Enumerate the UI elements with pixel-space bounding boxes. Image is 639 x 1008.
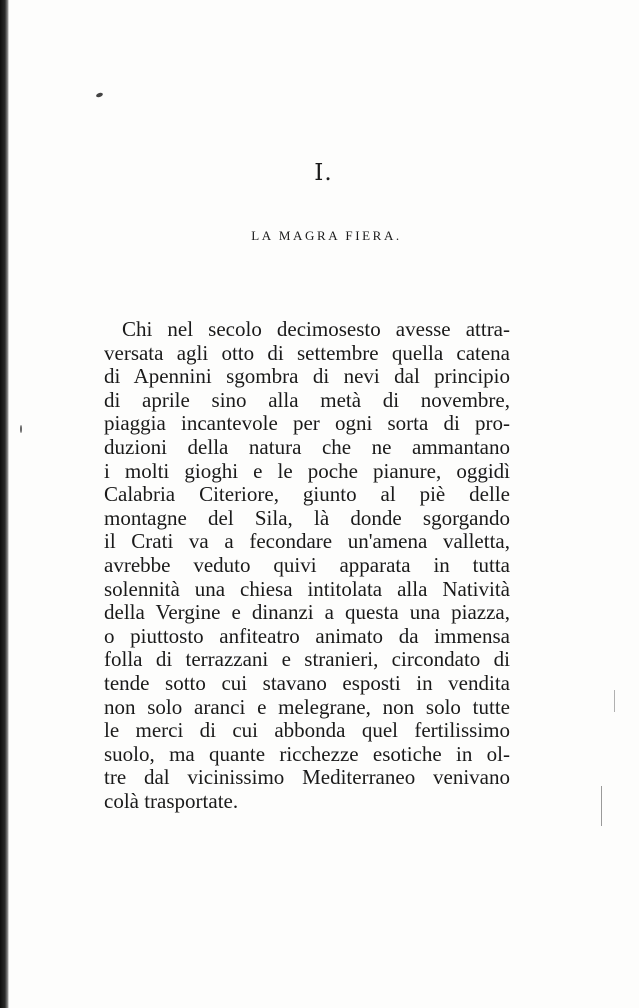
scan-line bbox=[601, 786, 602, 826]
chapter-number: I. bbox=[314, 160, 333, 186]
text-line: non solo aranci e melegrane, non solo tutte bbox=[104, 694, 510, 719]
text-line: colà trasportate. bbox=[104, 788, 239, 813]
text-line: montagne del Sila, là donde sgorgando bbox=[104, 505, 510, 530]
text-line: i molti gioghi e le poche pianure, oggidì bbox=[104, 458, 510, 483]
text-line: di aprile sino alla metà di novembre, bbox=[104, 387, 510, 412]
text-line: le merci di cui abbonda quel fertilissimo bbox=[104, 718, 510, 743]
text-line: solennità una chiesa intitolata alla Natività bbox=[104, 576, 510, 601]
text-line: versata agli otto di settembre quella catena bbox=[104, 340, 510, 365]
text-line: Chi nel secolo decimosesto avesse attra- bbox=[122, 317, 510, 341]
body-paragraph bbox=[104, 318, 510, 813]
text-line: suolo, ma quante ricchezze esotiche in ol- bbox=[104, 741, 510, 766]
text-line: folla di terrazzani e stranieri, circondato di bbox=[104, 647, 510, 672]
text-line: duzioni della natura che ne ammantano bbox=[104, 434, 510, 459]
text-line: piaggia incantevole per ogni sorta di pro- bbox=[104, 411, 510, 436]
page-edge-shadow bbox=[0, 0, 9, 1008]
text-line: Calabria Citeriore, giunto al piè delle bbox=[104, 482, 510, 507]
text-line: o piuttosto anfiteatro animato da immensa bbox=[104, 623, 510, 648]
text-line: tre dal vicinissimo Mediterraneo venivano bbox=[104, 765, 510, 790]
scan-line bbox=[614, 690, 615, 712]
ink-speck bbox=[20, 425, 22, 433]
text-line: tende sotto cui stavano esposti in vendita bbox=[104, 670, 510, 695]
text-line: di Apennini sgombra di nevi dal principio bbox=[104, 364, 510, 389]
text-line: il Crati va a fecondare un'amena valletta, bbox=[104, 529, 510, 554]
ink-speck bbox=[96, 92, 104, 98]
text-line: avrebbe veduto quivi apparata in tutta bbox=[104, 552, 510, 577]
text-line: della Vergine e dinanzi a questa una piazza, bbox=[104, 600, 510, 625]
chapter-title: LA MAGRA FIERA. bbox=[251, 228, 402, 243]
